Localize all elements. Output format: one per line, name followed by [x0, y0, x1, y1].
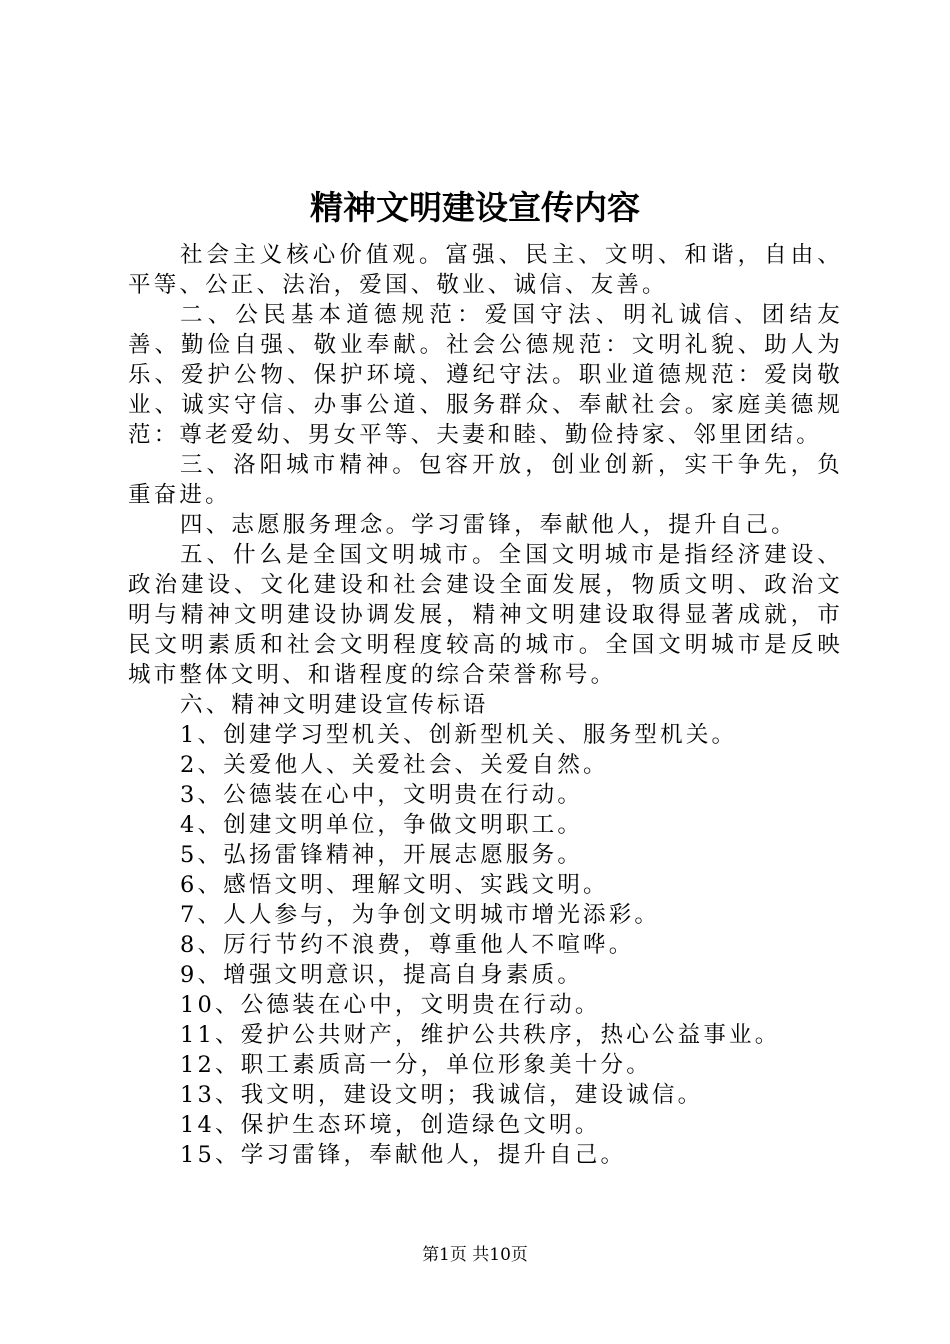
- slogan-item: 13、我文明，建设文明；我诚信，建设诚信。: [180, 1082, 704, 1108]
- slogan-item: 14、保护生态环境，创造绿色文明。: [180, 1112, 601, 1138]
- paragraph-volunteer-concept: 四、志愿服务理念。学习雷锋，奉献他人，提升自己。: [180, 512, 797, 538]
- slogan-item: 12、职工素质高一分，单位形象美十分。: [180, 1052, 652, 1078]
- paragraph-civilized-city: 五、什么是全国文明城市。全国文明城市是指经济建设、政治建设、文化建设和社会建设全面发展，物质文明、政治文明与精神文明建设协调发展，精神文明建设取得显著成就，市民文明素质和社会文明程度较高的城市。全国文明城市是反映城市整体文明、和谐程度的综合荣誉称号。: [128, 542, 843, 688]
- slogan-item: 2、关爱他人、关爱社会、关爱自然。: [180, 752, 609, 778]
- slogan-item: 1、创建学习型机关、创新型机关、服务型机关。: [180, 722, 738, 748]
- paragraph-slogans-heading: 六、精神文明建设宣传标语: [180, 692, 489, 718]
- slogan-item: 9、增强文明意识，提高自身素质。: [180, 962, 584, 988]
- slogan-item: 15、学习雷锋，奉献他人，提升自己。: [180, 1142, 627, 1168]
- slogan-item: 7、人人参与，为争创文明城市增光添彩。: [180, 902, 661, 928]
- document-body: [128, 240, 843, 1170]
- slogan-item: 8、厉行节约不浪费，尊重他人不喧哗。: [180, 932, 635, 958]
- paragraph-moral-norms: 二、公民基本道德规范：爱国守法、明礼诚信、团结友善、勤俭自强、敬业奉献。社会公德规范：文明礼貌、助人为乐、爱护公物、保护环境、遵纪守法。职业道德规范：爱岗敬业、诚实守信、办事公道、服务群众、奉献社会。家庭美德规范：尊老爱幼、男女平等、夫妻和睦、勤俭持家、邻里团结。: [128, 302, 843, 448]
- slogan-item: 4、创建文明单位，争做文明职工。: [180, 812, 584, 838]
- page-footer: 第1页 共10页: [422, 1245, 528, 1265]
- slogan-item: 3、公德装在心中，文明贵在行动。: [180, 782, 584, 808]
- paragraph-city-spirit: 三、洛阳城市精神。包容开放，创业创新，实干争先，负重奋进。: [128, 452, 843, 508]
- paragraph-core-values: 社会主义核心价值观。富强、民主、文明、和谐，自由、平等、公正、法治，爱国、敬业、诚信、友善。: [128, 242, 843, 298]
- slogan-item: 6、感悟文明、理解文明、实践文明。: [180, 872, 609, 898]
- slogan-item: 11、爱护公共财产，维护公共秩序，热心公益事业。: [180, 1022, 781, 1048]
- slogan-item: 10、公德装在心中，文明贵在行动。: [180, 992, 601, 1018]
- slogan-item: 5、弘扬雷锋精神，开展志愿服务。: [180, 842, 584, 868]
- document-title: 精神文明建设宣传内容: [310, 188, 640, 227]
